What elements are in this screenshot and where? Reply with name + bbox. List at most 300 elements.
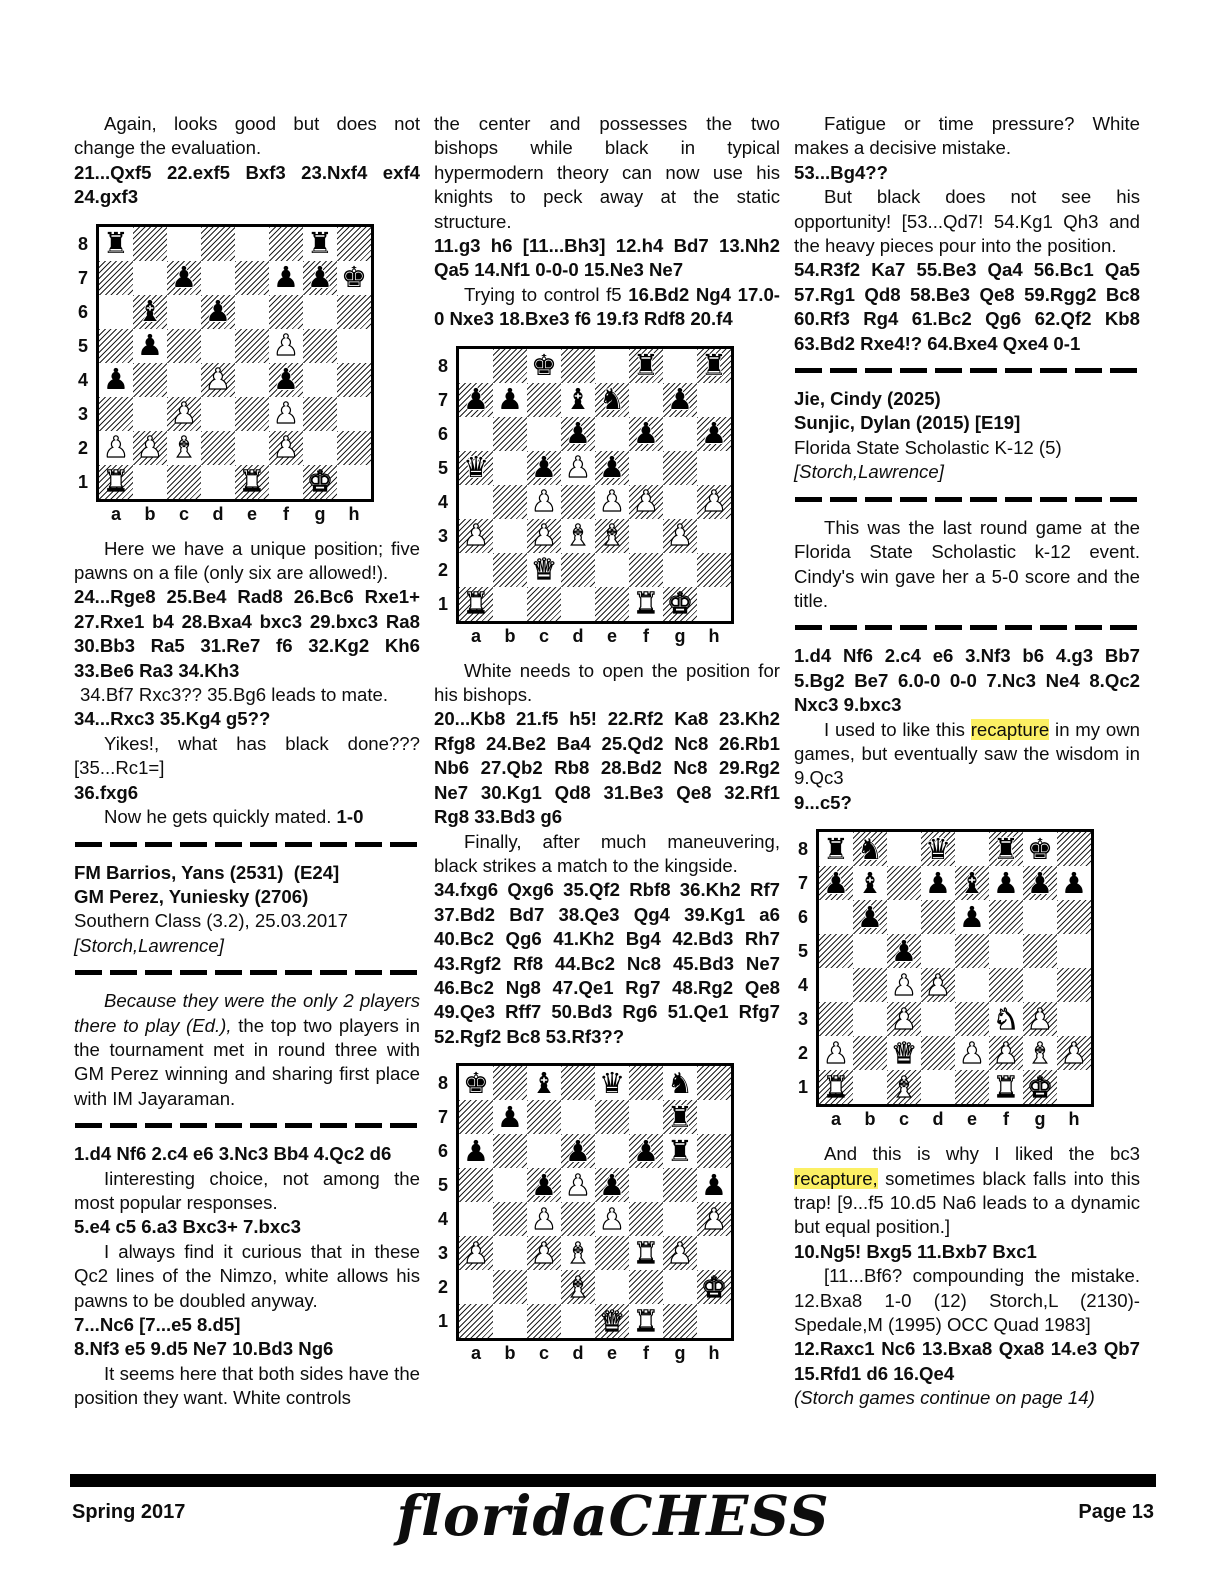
- file-label: e: [606, 1343, 617, 1364]
- chess-square: [1057, 900, 1091, 934]
- variation-note: [74, 683, 420, 707]
- chess-square: [337, 397, 371, 431]
- file-label: d: [932, 1109, 944, 1130]
- chess-square: [697, 1270, 731, 1304]
- chess-square: [493, 1168, 527, 1202]
- chess-square: [629, 1270, 663, 1304]
- chess-square: [527, 1134, 561, 1168]
- separator: [795, 497, 1139, 502]
- chess-board: [816, 829, 1094, 1107]
- text-segment: 10.Ng5! Bxg5 11.Bxb7 Bxc1: [794, 1240, 1037, 1262]
- chess-square: [955, 832, 989, 866]
- chess-square: [493, 485, 527, 519]
- chess-square: [99, 295, 133, 329]
- chess-square: [493, 1100, 527, 1134]
- chess-square: [989, 866, 1023, 900]
- text-segment: FM Barrios, Yans (2531) (E24]: [74, 861, 340, 883]
- diagram-barrios-perez-1: [78, 224, 388, 525]
- chess-piece: ♞: [667, 1065, 693, 1100]
- chess-board: [456, 1063, 734, 1341]
- chess-square: [1023, 1036, 1057, 1070]
- text-segment: Trying to control f5: [464, 283, 629, 305]
- file-label: f: [643, 1343, 649, 1364]
- chess-square: [697, 1134, 731, 1168]
- chess-square: [819, 968, 853, 1002]
- chess-square: [459, 349, 493, 383]
- chess-square: [459, 1304, 493, 1338]
- move-text: [794, 1337, 1140, 1386]
- chess-square: [303, 261, 337, 295]
- chess-square: [527, 1236, 561, 1270]
- chess-square: [595, 1168, 629, 1202]
- chess-piece: ♟: [137, 328, 163, 363]
- chess-square: [561, 451, 595, 485]
- chess-piece: ♞: [993, 1001, 1019, 1036]
- chess-square: [887, 832, 921, 866]
- chess-piece: ♟: [823, 1035, 849, 1070]
- rank-label: 1: [798, 1077, 809, 1098]
- chess-square: [629, 1168, 663, 1202]
- text-segment: [11...Bf6? compounding the mistake. 12.Bxa8 1-0 (12) Storch,L (2130)-Spedale,M (1995) OCC Quad 1983]: [794, 1265, 1140, 1335]
- chess-square: [527, 1202, 561, 1236]
- chess-piece: ♟: [925, 967, 951, 1002]
- chess-piece: ♞: [599, 382, 625, 417]
- chess-square: [167, 363, 201, 397]
- chess-square: [853, 1070, 887, 1104]
- chess-piece: ♟: [171, 396, 197, 431]
- paragraph: [434, 830, 780, 879]
- chess-piece: ♟: [273, 430, 299, 465]
- chess-piece: ♜: [633, 1303, 659, 1338]
- chess-square: [595, 1236, 629, 1270]
- chess-square: [133, 465, 167, 499]
- chess-square: [663, 349, 697, 383]
- chess-square: [235, 295, 269, 329]
- chess-square: [887, 1036, 921, 1070]
- game-header-white: [74, 861, 420, 885]
- paragraph: [74, 1240, 420, 1313]
- chess-square: [337, 363, 371, 397]
- chess-piece: ♝: [857, 865, 883, 900]
- chess-square: [337, 295, 371, 329]
- chess-square: [459, 1168, 493, 1202]
- file-label: d: [572, 625, 584, 646]
- chess-square: [493, 417, 527, 451]
- chess-piece: ♟: [633, 416, 659, 451]
- chess-square: [1023, 866, 1057, 900]
- chess-square: [459, 383, 493, 417]
- file-label: f: [1003, 1109, 1009, 1130]
- chess-square: [595, 553, 629, 587]
- chess-piece: ♟: [993, 1035, 1019, 1070]
- rank-label: 6: [438, 1141, 449, 1162]
- rank-label: 7: [438, 1107, 449, 1128]
- chess-square: [697, 1168, 731, 1202]
- chess-square: [269, 261, 303, 295]
- chess-square: [663, 587, 697, 621]
- chess-square: [663, 1304, 697, 1338]
- chess-square: [201, 397, 235, 431]
- chess-square: [663, 553, 697, 587]
- chess-square: [663, 383, 697, 417]
- chess-square: [955, 1036, 989, 1070]
- chess-square: [663, 1168, 697, 1202]
- chess-square: [887, 900, 921, 934]
- chess-square: [459, 1100, 493, 1134]
- chess-square: [337, 431, 371, 465]
- chess-square: [595, 485, 629, 519]
- chess-square: [527, 485, 561, 519]
- text-segment: 12.Raxc1 Nc6 13.Bxa8 Qxa8 14.e3 Qb7 15.Rfd1 d6 16.Qe4: [794, 1338, 1140, 1384]
- chess-square: [663, 1100, 697, 1134]
- rank-label: 5: [78, 335, 89, 356]
- chess-square: [1057, 968, 1091, 1002]
- chess-piece: ♟: [701, 1201, 727, 1236]
- chess-square: [337, 261, 371, 295]
- chess-square: [1057, 832, 1091, 866]
- file-label: g: [1034, 1109, 1046, 1130]
- file-label: h: [708, 625, 720, 646]
- chess-square: [235, 227, 269, 261]
- file-label: e: [246, 503, 257, 524]
- text-segment: the top two players in the tournament met in round three with GM Perez winning and sharing first place with IM Jayaraman.: [74, 1014, 420, 1109]
- text-segment: Finally, after much maneuvering, black strikes a match to the kingside.: [434, 830, 780, 876]
- chess-square: [493, 1066, 527, 1100]
- chess-square: [819, 1036, 853, 1070]
- chess-square: [269, 363, 303, 397]
- chess-square: [887, 968, 921, 1002]
- chess-square: [1023, 900, 1057, 934]
- chess-square: [663, 519, 697, 553]
- chess-square: [697, 349, 731, 383]
- annotator-line: [74, 934, 420, 958]
- text-segment: 1.d4 Nf6 2.c4 e6 3.Nf3 b6 4.g3 Bb7 5.Bg2 Be7 6.0-0 0-0 7.Nc3 Ne4 8.Qc2 Nxc3 9.bxc3: [794, 645, 1140, 716]
- chess-square: [99, 397, 133, 431]
- chess-square: [955, 934, 989, 968]
- chess-square: [459, 1270, 493, 1304]
- event-line: [74, 909, 420, 933]
- chess-square: [989, 1070, 1023, 1104]
- chess-square: [561, 1100, 595, 1134]
- chess-square: [1057, 934, 1091, 968]
- chess-square: [459, 1134, 493, 1168]
- chess-square: [887, 866, 921, 900]
- chess-piece: ♟: [531, 1235, 557, 1270]
- chess-square: [201, 227, 235, 261]
- move-text: [74, 161, 420, 210]
- chess-piece: ♟: [823, 865, 849, 900]
- chess-square: [561, 1270, 595, 1304]
- chess-square: [697, 485, 731, 519]
- rank-label: 6: [438, 423, 449, 444]
- text-segment: I always find it curious that in these Qc2 lines of the Nimzo, white allows his pawns to be doubled anyway.: [74, 1240, 420, 1311]
- text-segment: Here we have a unique position; five pawns on a file (only six are allowed!).: [74, 537, 420, 584]
- chess-square: [167, 261, 201, 295]
- rank-label: 3: [438, 525, 449, 546]
- chess-piece: ♚: [1027, 831, 1053, 866]
- file-label: a: [470, 625, 481, 646]
- chess-square: [201, 363, 235, 397]
- chess-square: [459, 553, 493, 587]
- chess-square: [201, 295, 235, 329]
- text-segment: Again, looks good but does not change the evaluation.: [74, 113, 420, 159]
- rank-label: 4: [78, 369, 89, 390]
- chess-piece: ♟: [599, 1167, 625, 1202]
- chess-square: [459, 485, 493, 519]
- text-segment: This was the last round game at the Florida State Scholastic k-12 event. Cindy's win gave her a 5-0 score and the title.: [794, 516, 1140, 611]
- chess-piece: ♟: [463, 1235, 489, 1270]
- chess-piece: ♟: [565, 1133, 591, 1168]
- chess-square: [527, 1100, 561, 1134]
- chess-square: [629, 1202, 663, 1236]
- chess-square: [1023, 832, 1057, 866]
- chess-square: [459, 1202, 493, 1236]
- text-segment: 21...Qxf5 22.exf5 Bxf3 23.Nxf4 exf4 24.gxf3: [74, 161, 420, 208]
- rank-label: 1: [78, 471, 89, 492]
- chess-square: [235, 431, 269, 465]
- text-segment: 53...Bg4??: [794, 161, 889, 183]
- chess-square: [99, 261, 133, 295]
- column-1: [74, 112, 420, 1411]
- chess-square: [493, 451, 527, 485]
- chess-square: [561, 1066, 595, 1100]
- chess-square: [853, 866, 887, 900]
- chess-square: [921, 866, 955, 900]
- file-label: g: [314, 503, 326, 524]
- chess-piece: ♟: [531, 1201, 557, 1236]
- chess-piece: ♜: [667, 1133, 693, 1168]
- chess-square: [663, 1066, 697, 1100]
- chess-square: [955, 1070, 989, 1104]
- chess-square: [595, 1066, 629, 1100]
- rank-label: 7: [798, 873, 809, 894]
- chess-square: [819, 900, 853, 934]
- chess-square: [493, 349, 527, 383]
- rank-label: 8: [78, 233, 89, 254]
- chess-piece: ♟: [273, 362, 299, 397]
- rank-label: 5: [438, 457, 449, 478]
- text-segment: 7...Nc6: [74, 1314, 134, 1335]
- move-text: [794, 258, 1140, 356]
- chess-square: [887, 1002, 921, 1036]
- game-header-black: [74, 885, 420, 909]
- paragraph: [434, 283, 780, 332]
- rank-label: 3: [798, 1009, 809, 1030]
- chess-square: [459, 1236, 493, 1270]
- chess-square: [527, 587, 561, 621]
- chess-piece: ♜: [823, 1069, 849, 1104]
- paragraph: [794, 516, 1140, 614]
- chess-square: [235, 261, 269, 295]
- chess-piece: ♟: [1027, 1001, 1053, 1036]
- chess-square: [561, 417, 595, 451]
- chess-square: [99, 431, 133, 465]
- chess-piece: ♝: [565, 382, 591, 417]
- chess-square: [595, 1270, 629, 1304]
- chess-square: [697, 1304, 731, 1338]
- chess-piece: ♟: [307, 260, 333, 295]
- rank-label: 2: [78, 437, 89, 458]
- chess-square: [1023, 968, 1057, 1002]
- move-text: [794, 161, 1140, 185]
- chess-square: [133, 227, 167, 261]
- chess-square: [133, 431, 167, 465]
- chess-square: [167, 227, 201, 261]
- chess-piece: ♟: [667, 518, 693, 553]
- chess-square: [989, 1036, 1023, 1070]
- text-segment: Sunjic, Dylan (2015) [E19]: [794, 412, 1021, 434]
- diagram-barrios-perez-2: [438, 346, 748, 647]
- paragraph: [794, 1264, 1140, 1337]
- file-label: h: [348, 503, 360, 524]
- chess-square: [527, 383, 561, 417]
- paragraph: [74, 1362, 420, 1411]
- file-label: h: [708, 1343, 720, 1364]
- chess-square: [819, 866, 853, 900]
- move-text: [434, 878, 780, 1049]
- rank-label: 3: [438, 1243, 449, 1264]
- rank-label: 4: [438, 491, 449, 512]
- chess-square: [561, 349, 595, 383]
- chess-square: [493, 1270, 527, 1304]
- chess-square: [133, 363, 167, 397]
- chess-piece: ♟: [565, 450, 591, 485]
- chess-piece: ♟: [959, 1035, 985, 1070]
- chess-square: [921, 968, 955, 1002]
- rank-label: 4: [798, 975, 809, 996]
- move-text: [74, 781, 420, 805]
- file-label: a: [470, 1343, 481, 1364]
- annotator-line: [794, 460, 1140, 484]
- file-label: c: [538, 625, 549, 646]
- chess-square: [493, 519, 527, 553]
- move-text: [74, 1215, 420, 1239]
- file-label: b: [864, 1109, 876, 1130]
- chess-square: [629, 553, 663, 587]
- chess-square: [955, 866, 989, 900]
- chess-square: [819, 832, 853, 866]
- chess-square: [663, 1134, 697, 1168]
- chess-piece: ♟: [701, 1167, 727, 1202]
- chess-square: [493, 1236, 527, 1270]
- chess-square: [887, 1070, 921, 1104]
- chess-piece: ♜: [667, 1099, 693, 1134]
- text-segment: 34.fxg6 Qxg6 35.Qf2 Rbf8 36.Kh2 Rf7 37.Bd2 Bd7 38.Qe3 Qg4 39.Kg1 a6 40.Bc2 Qg6 41.Kh2 Bg4 42.Bd3 Rh7 43.Rgf2 Rf8 44.Bc2 Nc8 45.Bd3 Ne7 46.Bc2 Ng8 47.Qe1 Rg7 48.Rg2 Qe8 49.Qe3 Rff7 50.Bd3 Rg6 51.Qe1 Rfg7 52.Rgf2 Bc8 53.Rf3??: [434, 879, 780, 1047]
- chess-piece: ♜: [633, 586, 659, 621]
- chess-square: [629, 485, 663, 519]
- chess-square: [493, 553, 527, 587]
- chess-square: [921, 1070, 955, 1104]
- chess-piece: ♟: [599, 484, 625, 519]
- separator: [795, 625, 1139, 630]
- text-segment: It seems here that both sides have the position they want. White controls: [74, 1362, 420, 1409]
- chess-piece: ♜: [463, 586, 489, 621]
- rank-label: 6: [78, 301, 89, 322]
- chess-square: [663, 1202, 697, 1236]
- chess-square: [561, 1236, 595, 1270]
- chess-square: [629, 349, 663, 383]
- chess-square: [527, 417, 561, 451]
- chess-square: [561, 1304, 595, 1338]
- text-segment: 11.g3 h6: [434, 235, 523, 257]
- chess-square: [1057, 866, 1091, 900]
- chess-piece: ♟: [463, 518, 489, 553]
- chess-piece: ♟: [1027, 865, 1053, 900]
- chess-piece: ♟: [1061, 865, 1087, 900]
- chess-square: [853, 832, 887, 866]
- chess-square: [269, 227, 303, 261]
- chess-square: [819, 1002, 853, 1036]
- file-label: f: [283, 503, 289, 524]
- chess-piece: ♟: [531, 484, 557, 519]
- text-segment: White needs to open the position for his bishops.: [434, 659, 780, 706]
- chess-square: [595, 1202, 629, 1236]
- text-segment: Florida State Scholastic K-12 (5): [794, 436, 1062, 458]
- chess-square: [921, 934, 955, 968]
- chess-piece: ♝: [565, 1235, 591, 1270]
- chess-square: [201, 465, 235, 499]
- chess-square: [201, 431, 235, 465]
- file-label: c: [538, 1343, 549, 1364]
- text-segment: I used to like this: [824, 718, 971, 740]
- text-segment: the center and possesses the two bishops while black in typical hypermodern theory can now use his knights to peck away at the static structure.: [434, 113, 780, 232]
- rank-label: 7: [78, 267, 89, 288]
- text-segment: 36.fxg6: [74, 781, 139, 803]
- chess-piece: ♝: [565, 1269, 591, 1304]
- chess-piece: ♟: [633, 484, 659, 519]
- text-segment: 8.Nf3 e5 9.d5 Ne7 10.Bd3 Ng6: [74, 1338, 334, 1360]
- chess-piece: ♟: [891, 967, 917, 1002]
- chess-square: [459, 451, 493, 485]
- chess-piece: ♟: [171, 260, 197, 295]
- text-segment: Yikes!, what has black done??? [35...Rc1=]: [74, 732, 420, 779]
- rank-label: 2: [438, 559, 449, 580]
- rank-label: 1: [438, 593, 449, 614]
- rank-label: 4: [438, 1209, 449, 1230]
- chess-piece: ♟: [667, 382, 693, 417]
- chess-piece: ♚: [667, 586, 693, 621]
- chess-square: [629, 1066, 663, 1100]
- separator: [75, 970, 419, 975]
- chess-square: [955, 968, 989, 1002]
- footer-season: Spring 2017: [72, 1501, 186, 1523]
- chess-square: [663, 451, 697, 485]
- chess-square: [235, 329, 269, 363]
- chess-piece: ♛: [599, 1303, 625, 1338]
- chess-square: [561, 587, 595, 621]
- chess-square: [663, 485, 697, 519]
- chess-square: [303, 465, 337, 499]
- chess-piece: ♛: [531, 552, 557, 587]
- chess-piece: ♚: [341, 260, 367, 295]
- text-segment: (Storch games continue on page 14): [794, 1387, 1095, 1409]
- paragraph: [794, 718, 1140, 791]
- chess-square: [527, 1066, 561, 1100]
- paragraph: [74, 989, 420, 1111]
- chess-piece: ♞: [857, 831, 883, 866]
- chess-square: [819, 934, 853, 968]
- diagram-barrios-perez-3: [438, 1063, 748, 1364]
- footer-page-number: Page 13: [1078, 1501, 1154, 1523]
- chess-square: [629, 1304, 663, 1338]
- separator: [795, 368, 1139, 373]
- chess-piece: ♚: [1027, 1069, 1053, 1104]
- chess-piece: ♚: [307, 464, 333, 499]
- chess-piece: ♜: [239, 464, 265, 499]
- chess-square: [337, 465, 371, 499]
- chess-square: [337, 329, 371, 363]
- chess-square: [697, 1100, 731, 1134]
